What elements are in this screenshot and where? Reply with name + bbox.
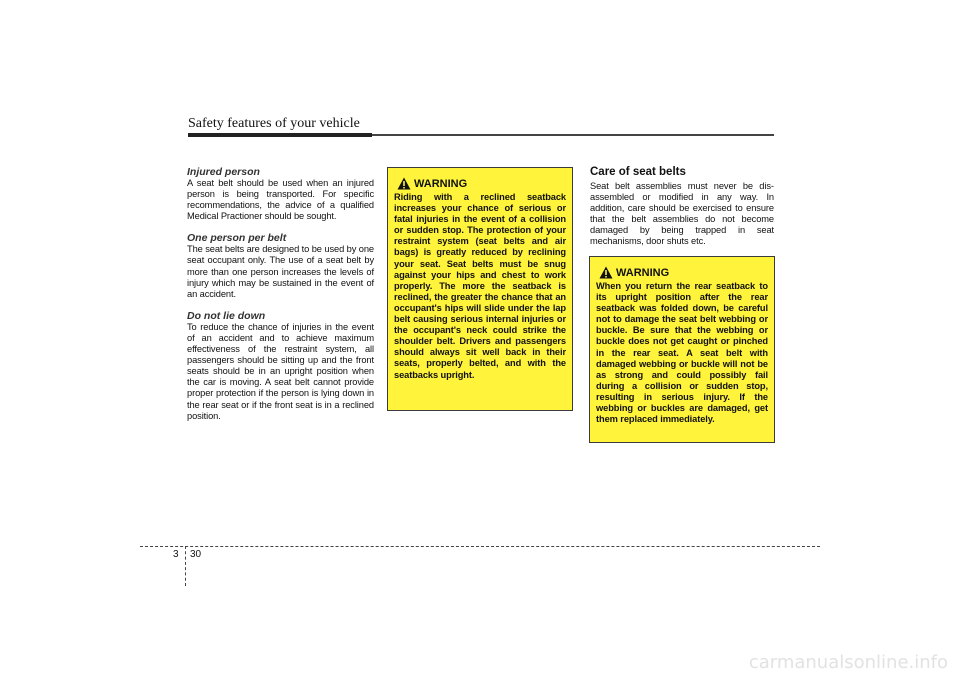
footer-divider — [185, 546, 186, 586]
header-rule-thin — [372, 134, 774, 136]
warning-box-rear-seatback — [589, 256, 775, 443]
chapter-number: 3 — [173, 549, 179, 560]
warning-title: WARNING — [414, 178, 468, 190]
warning-triangle-icon — [599, 266, 613, 279]
warning-text: When you return the rear seatback to its upright position after the rear seatback was folded down, be careful not to damage the seat belt webbing or buckle. Be sure that the webbing or buckle does not get caught or pinched in the rear seat. A seat belt with damaged webbing or buckle will not be as strong and could possibly fail during a collision or sudden stop, resulting in serious injury. If the webbing or buckles are damaged, get them replaced immediately. — [596, 281, 768, 425]
subheading-one-person-per-belt: One person per belt — [187, 232, 287, 245]
subheading-injured-person: Injured person — [187, 166, 260, 178]
header-rule-thick — [188, 133, 372, 137]
footer-rule — [140, 546, 820, 547]
right-column — [590, 166, 774, 258]
page-header-title: Safety features of your vehicle — [188, 116, 360, 131]
left-column — [187, 166, 374, 432]
warning-box-reclined-seatback — [387, 167, 573, 411]
warning-triangle-icon — [397, 177, 411, 190]
warning-header — [596, 265, 768, 279]
watermark: carmanualsonline.info — [748, 652, 948, 673]
warning-title: WARNING — [616, 267, 670, 279]
warning-text: Riding with a reclined seatback increases your chance of serious or fatal injuries in the event of a collision or sudden stop. The protection of your restraint system (seat belts and air bags) is greatly reduced by reclining your seat. Seat belts must be snug against your hips and chest to work properly. The more the seatback is reclined, the greater the chance that an occupant's hips will slide under the lap belt causing serious internal injuries or the occupant's neck could strike the shoulder belt. Drivers and passengers should always sit well back in their seats, properly belted, and with the seatbacks upright. — [394, 192, 566, 380]
section-heading-care-of-seat-belts: Care of seat belts — [590, 166, 686, 178]
paragraph-one-person-per-belt: The seat belts are designed to be used by one seat occupant only. The use of a seat belt by more than one person increases the levels of injury which may be sustained in the event of an accident. — [187, 244, 374, 299]
page-number: 30 — [190, 549, 202, 560]
warning-header — [394, 176, 566, 190]
paragraph-care-of-seat-belts: Seat belt assemblies must never be disassembled or modified in any way. In addition, care should be exercised to ensure that the belt assemblies do not become damaged by being trapped in seat mechanisms, door shuts etc. — [590, 181, 774, 247]
paragraph-injured-person: A seat belt should be used when an injured person is being transported. For specific recommendations, the advice of a qualified Medical Practioner should be sought. — [187, 178, 374, 222]
subheading-do-not-lie-down: Do not lie down — [187, 309, 266, 322]
paragraph-do-not-lie-down: To reduce the chance of injuries in the event of an accident and to achieve maximum effectiveness of the restraint system, all passengers should be sitting up and the front seats should be in an upright position when the car is moving. A seat belt cannot provide proper protection if the person is lying down in the rear seat or if the front seat is in a reclined position. — [187, 321, 374, 421]
